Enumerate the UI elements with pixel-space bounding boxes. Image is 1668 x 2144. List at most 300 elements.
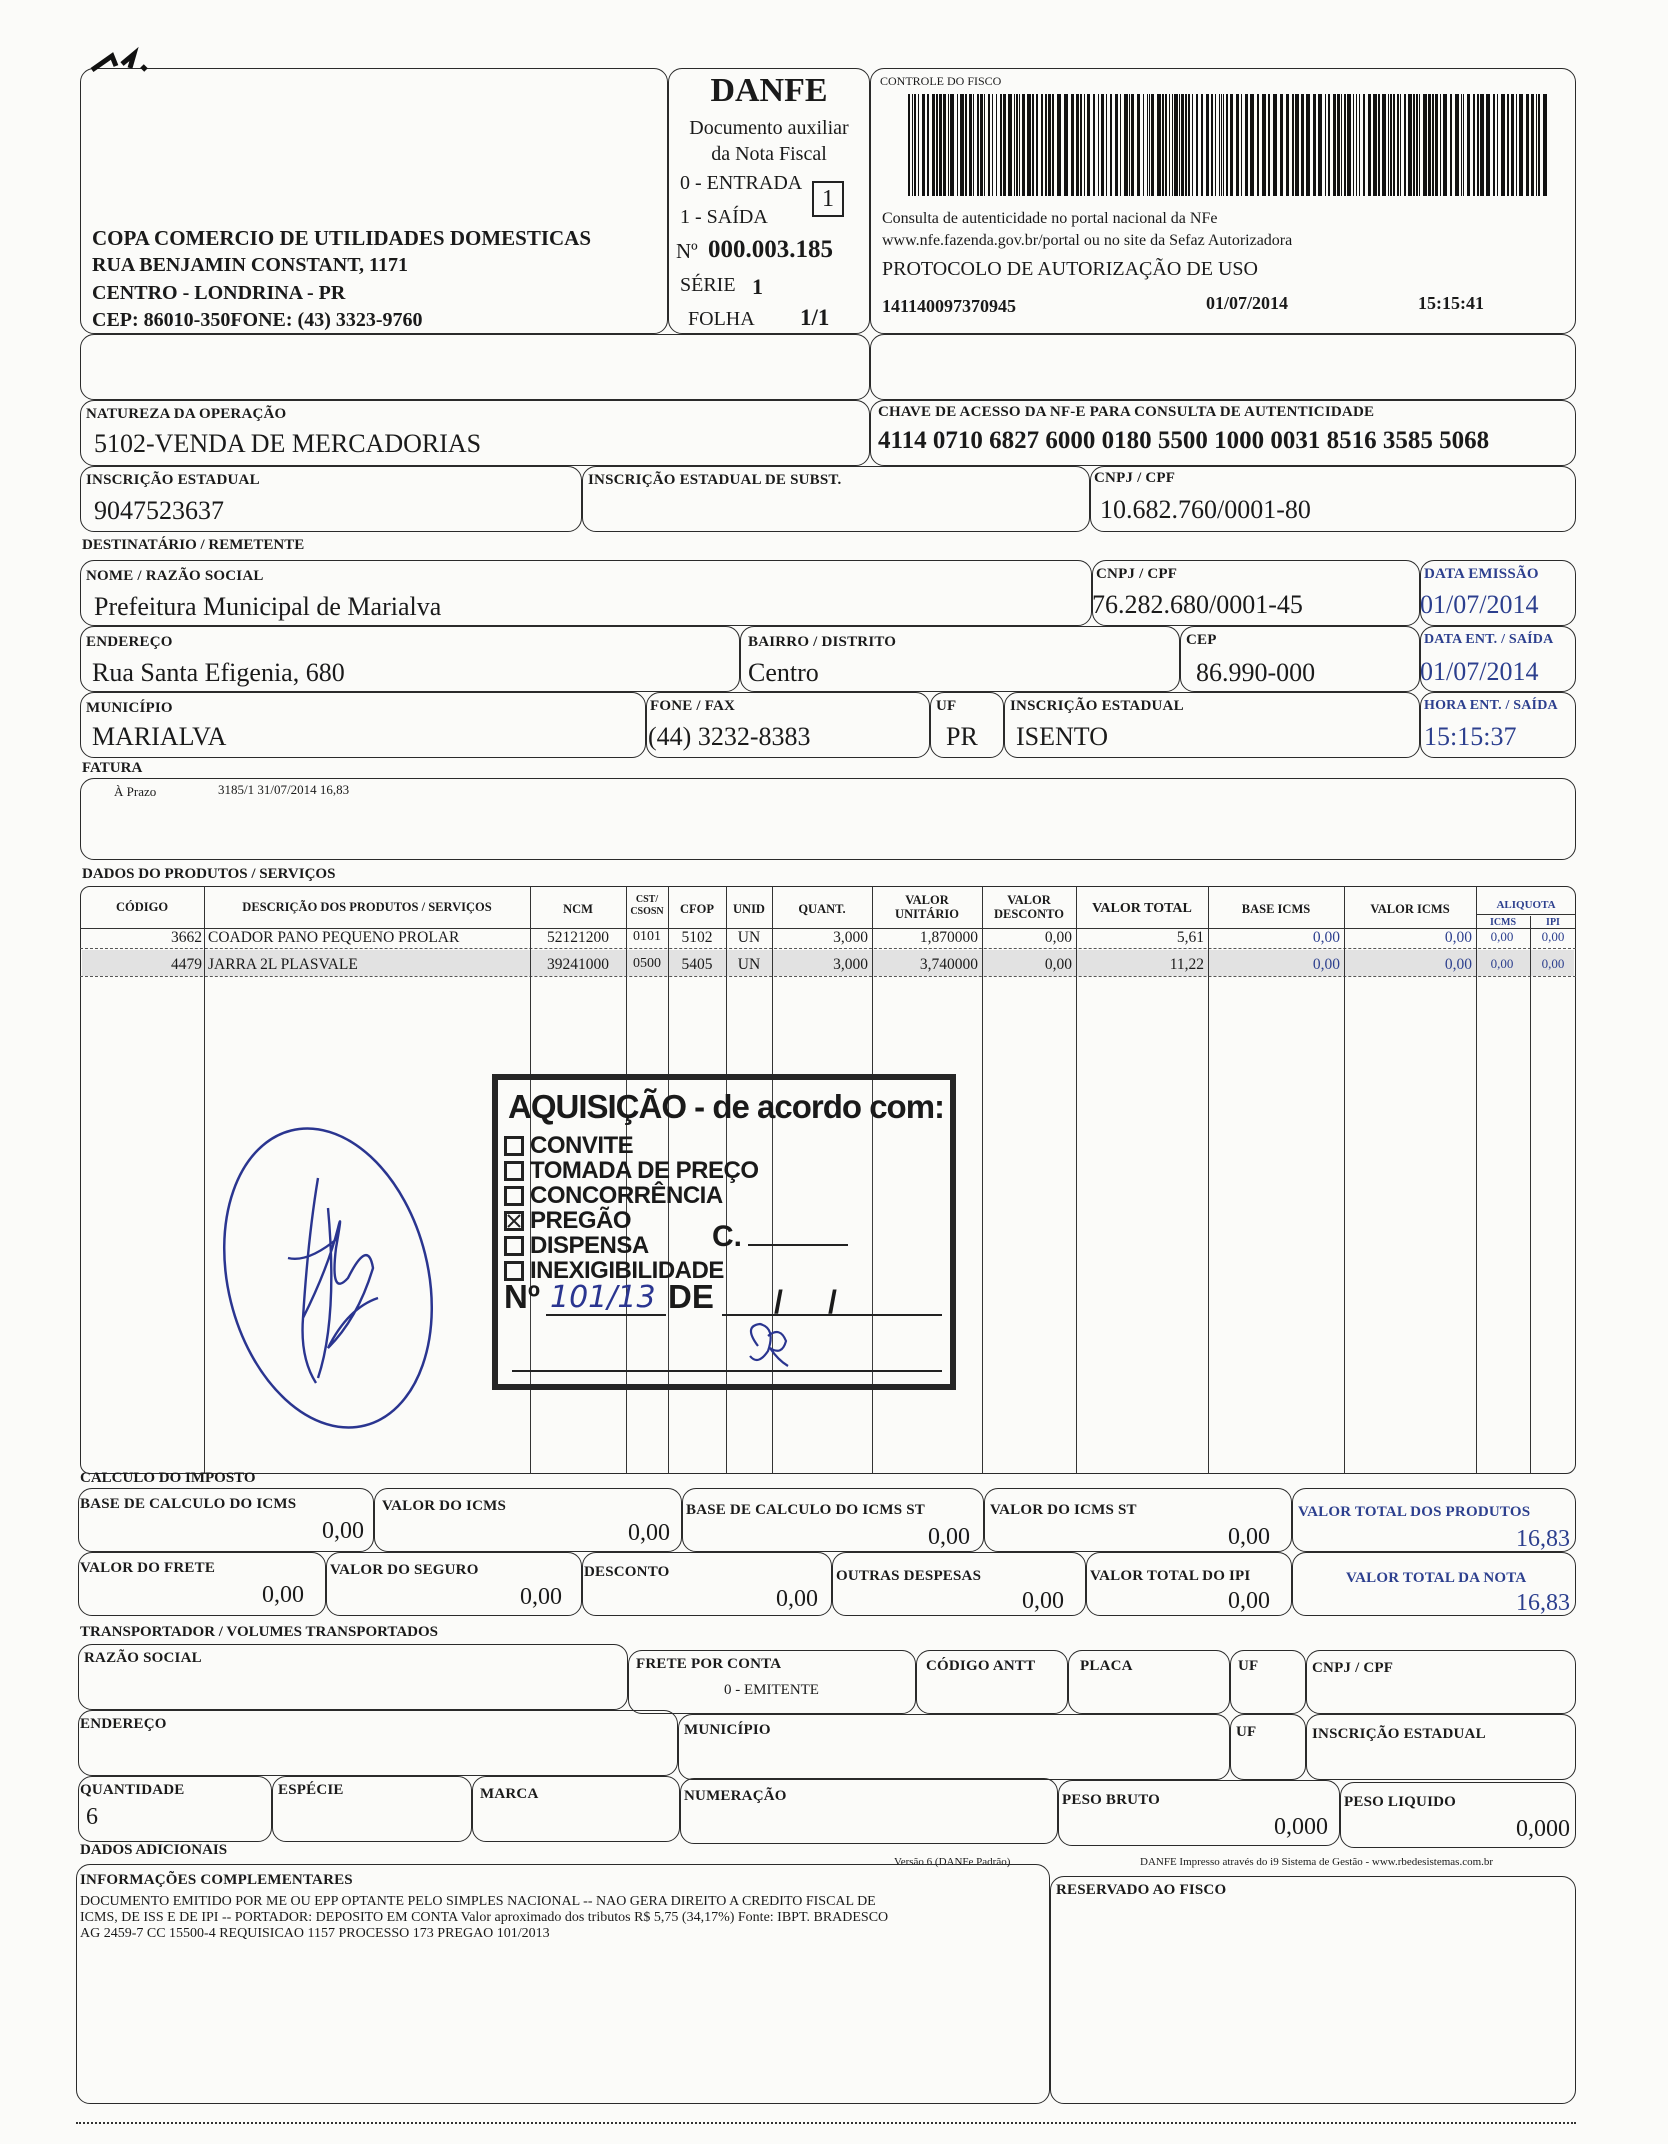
- transp-especie-label: ESPÉCIE: [278, 1782, 344, 1798]
- cell-vtotal: 5,61: [1176, 929, 1204, 946]
- desconto-label: DESCONTO: [584, 1564, 670, 1580]
- danfe-folha: 1/1: [800, 305, 830, 330]
- cell-bicms: 0,00: [1312, 956, 1340, 973]
- reservado-label: RESERVADO AO FISCO: [1056, 1882, 1227, 1898]
- barcode-bar: [984, 94, 985, 196]
- barcode-bar: [1292, 94, 1294, 196]
- chave-value: 4114 0710 6827 6000 0180 5500 1000 0031 8516 3585 5068: [878, 427, 1490, 454]
- barcode-bar: [1480, 94, 1484, 196]
- barcode-bar: [948, 94, 949, 196]
- barcode-bar: [1268, 94, 1270, 196]
- barcode-bar: [1236, 94, 1239, 196]
- aquisicao-stamp: [492, 1074, 956, 1390]
- barcode-bar: [1408, 94, 1412, 196]
- transp-endereco-label: ENDEREÇO: [80, 1716, 167, 1732]
- barcode-bar: [1419, 94, 1420, 196]
- dest-entsaida-value: 01/07/2014: [1420, 657, 1539, 686]
- info-label: INFORMAÇÕES COMPLEMENTARES: [80, 1872, 353, 1888]
- barcode-bar: [1286, 94, 1289, 196]
- barcode-bar: [1507, 94, 1509, 196]
- consulta-linha2: www.nfe.fazenda.gov.br/portal ou no site da Sefaz Autorizadora: [882, 232, 1293, 249]
- barcode-bar: [1463, 94, 1464, 196]
- frete-value: 0,00: [262, 1582, 304, 1608]
- dest-municipio-value: MARIALVA: [92, 722, 227, 751]
- transp-pbruto-value: 0,000: [1274, 1814, 1328, 1840]
- cell-codigo: 3662: [171, 929, 202, 946]
- info-line-1: DOCUMENTO EMITIDO POR ME OU EPP OPTANTE PELO SIMPLES NACIONAL -- NAO GERA DIREITO A CREDITO FISCAL DE: [80, 1894, 876, 1909]
- barcode-bar: [1347, 94, 1351, 196]
- dest-endereco-label: ENDEREÇO: [86, 634, 173, 650]
- danfe-tipo-box: 1: [812, 181, 844, 217]
- seguro-label: VALOR DO SEGURO: [330, 1562, 479, 1578]
- stamp-option-label: CONVITE: [530, 1132, 634, 1159]
- stamp-title: AQUISIÇÃO - de acordo com:: [508, 1088, 945, 1125]
- base-st-label: BASE DE CALCULO DO ICMS ST: [686, 1502, 925, 1518]
- dest-uf-label: UF: [936, 698, 957, 714]
- outras-label: OUTRAS DESPESAS: [836, 1568, 982, 1584]
- barcode-bar: [1356, 94, 1357, 196]
- barcode-bar: [1048, 94, 1051, 196]
- cell-ncm: 52121200: [547, 929, 609, 946]
- ie-value: 9047523637: [94, 496, 224, 525]
- barcode-bar: [1226, 94, 1228, 196]
- ipi-value: 0,00: [1228, 1588, 1270, 1614]
- barcode-bar: [1192, 94, 1193, 196]
- col-vdesc: VALOR DESCONTO: [994, 893, 1064, 921]
- barcode-bar: [1318, 94, 1322, 196]
- stamp-sign-line: [512, 1370, 942, 1372]
- barcode-bar: [1101, 94, 1104, 196]
- barcode-bar: [1084, 94, 1085, 196]
- barcode-bar: [1473, 94, 1475, 196]
- col-line: [1076, 886, 1077, 1474]
- barcode-bar: [1455, 94, 1459, 196]
- barcode-bar: [950, 94, 954, 196]
- barcode-bar: [1333, 94, 1336, 196]
- dest-fone-value: (44) 3232-8383: [648, 722, 811, 751]
- frete-label: VALOR DO FRETE: [80, 1560, 216, 1576]
- barcode-bar: [1404, 94, 1406, 196]
- barcode-bar: [980, 94, 983, 196]
- col-codigo: CÓDIGO: [115, 900, 169, 914]
- barcode-bar: [1461, 94, 1462, 196]
- barcode-bar: [1325, 94, 1326, 196]
- barcode-bar: [1341, 94, 1342, 196]
- col-descricao: DESCRIÇÃO DOS PRODUTOS / SERVIÇOS: [242, 900, 492, 914]
- col-line: [1344, 886, 1345, 1474]
- transp-antt-label: CÓDIGO ANTT: [926, 1658, 1036, 1674]
- barcode-bar: [1093, 94, 1095, 196]
- transp-uf-label: UF: [1238, 1658, 1259, 1674]
- dest-emissao-value: 01/07/2014: [1420, 590, 1539, 619]
- cnpj-emit-label: CNPJ / CPF: [1094, 470, 1176, 486]
- dest-ie-label: INSCRIÇÃO ESTADUAL: [1010, 698, 1184, 714]
- danfe-folha-label: FOLHA: [688, 308, 755, 330]
- barcode-bar: [1413, 94, 1415, 196]
- barcode-bar: [1032, 94, 1034, 196]
- barcode-bar: [1526, 94, 1529, 196]
- cell-vicms: 0,00: [1444, 929, 1472, 946]
- cell-codigo: 4479: [171, 956, 202, 973]
- barcode-bar: [1201, 94, 1203, 196]
- barcode-bar: [922, 94, 925, 196]
- destinatario-section: DESTINATÁRIO / REMETENTE: [82, 537, 305, 553]
- barcode-bar: [1519, 94, 1523, 196]
- barcode-bar: [1174, 94, 1178, 196]
- barcode-bar: [1543, 94, 1547, 196]
- barcode-bar: [1172, 94, 1173, 196]
- danfe-numero-label: Nº: [676, 239, 698, 263]
- cell-vunit: 1,870000: [919, 929, 978, 946]
- barcode-bar: [1016, 94, 1018, 196]
- barcode-bar: [1378, 94, 1380, 196]
- transp-pliq-label: PESO LIQUIDO: [1344, 1794, 1457, 1810]
- col-aliq-icms: ICMS: [1489, 917, 1517, 928]
- barcode-bar: [1014, 94, 1015, 196]
- total-prod-value: 16,83: [1516, 1526, 1570, 1552]
- barcode-bar: [1416, 94, 1418, 196]
- transp-municipio-label: MUNICÍPIO: [684, 1722, 771, 1738]
- dest-municipio-label: MUNICÍPIO: [86, 700, 173, 716]
- stamp-checkbox-0: [504, 1136, 524, 1156]
- barcode-bar: [996, 94, 997, 196]
- cell-vunit: 3,740000: [919, 956, 978, 973]
- cell-descricao: COADOR PANO PEQUENO PROLAR: [208, 929, 460, 946]
- cell-descricao: JARRA 2L PLASVALE: [208, 956, 358, 973]
- cell-vtotal: 11,22: [1169, 956, 1204, 973]
- barcode-bar: [1196, 94, 1198, 196]
- barcode-bar: [1368, 94, 1371, 196]
- col-cfop: CFOP: [679, 902, 715, 916]
- protocolo-hora: 15:15:41: [1418, 293, 1484, 313]
- stamp-numero: 101/13: [550, 1280, 656, 1315]
- transp-endereco-box: [78, 1710, 678, 1776]
- barcode-bar: [973, 94, 974, 196]
- col-aliq-ipi: IPI: [1546, 917, 1560, 928]
- dest-cnpj-value: 76.282.680/0001-45: [1092, 590, 1303, 619]
- barcode-bar: [1531, 94, 1534, 196]
- barcode-bar: [957, 94, 958, 196]
- protocolo-numero: 141140097370945: [882, 296, 1017, 316]
- barcode-bar: [1344, 94, 1346, 196]
- barcode-bar: [1003, 94, 1006, 196]
- valor-icms-value: 0,00: [628, 1520, 670, 1546]
- base-st-value: 0,00: [928, 1524, 970, 1550]
- barcode-bar: [1397, 94, 1399, 196]
- handwritten-signature: [208, 1118, 448, 1438]
- total-nota-label: VALOR TOTAL DA NOTA: [1346, 1570, 1527, 1586]
- barcode-bar: [914, 94, 916, 196]
- cell-quant: 3,000: [833, 929, 868, 946]
- barcode-bar: [1450, 94, 1452, 196]
- barcode-bar: [1328, 94, 1330, 196]
- barcode-bar: [1027, 94, 1031, 196]
- cell-cst: 0101: [633, 929, 661, 944]
- emitente-nome: COPA COMERCIO DE UTILIDADES DOMESTICAS: [92, 226, 592, 250]
- barcode-bar: [1045, 94, 1047, 196]
- produtos-section: DADOS DO PRODUTOS / SERVIÇOS: [82, 866, 336, 882]
- danfe-serie: 1: [752, 274, 763, 299]
- cell-vdesc: 0,00: [1044, 956, 1072, 973]
- barcode-bar: [1120, 94, 1121, 196]
- stamp-de-label: DE: [668, 1278, 714, 1315]
- barcode-bar: [1131, 94, 1134, 196]
- barcode-bar: [1110, 94, 1112, 196]
- barcode-bar: [992, 94, 993, 196]
- col-unid: UNID: [733, 902, 765, 916]
- barcode-bar: [1443, 94, 1447, 196]
- barcode-bar: [1071, 94, 1074, 196]
- barcode-bar: [1440, 94, 1441, 196]
- cell-aipi: 0,00: [1541, 956, 1565, 971]
- reservado-box: [1050, 1876, 1576, 2104]
- transp-ie-label: INSCRIÇÃO ESTADUAL: [1312, 1726, 1486, 1742]
- dest-endereco-value: Rua Santa Efigenia, 680: [92, 658, 345, 687]
- barcode-bar: [1143, 94, 1144, 196]
- barcode-bar: [1428, 94, 1431, 196]
- consulta-linha1: Consulta de autenticidade no portal nacional da NFe: [882, 210, 1218, 227]
- barcode-bar: [1273, 94, 1277, 196]
- col-line: [1208, 886, 1209, 1474]
- barcode-bar: [1162, 94, 1164, 196]
- barcode-bar: [1241, 94, 1242, 196]
- transp-qtd-value: 6: [86, 1804, 98, 1830]
- barcode-bar: [1087, 94, 1090, 196]
- danfe-entrada: 0 - ENTRADA: [680, 172, 803, 194]
- col-vunit: VALOR UNITÁRIO: [895, 893, 959, 921]
- col-aliquota: ALIQUOTA: [1496, 899, 1556, 911]
- barcode-bar: [1250, 94, 1254, 196]
- bottom-perforation: [76, 2122, 1576, 2124]
- dest-nome-label: NOME / RAZÃO SOCIAL: [86, 568, 264, 584]
- barcode-bar: [1188, 94, 1190, 196]
- barcode-bar: [1215, 94, 1216, 196]
- barcode-bar: [1262, 94, 1266, 196]
- barcode-bar: [1064, 94, 1068, 196]
- barcode-bar: [1185, 94, 1187, 196]
- barcode-bar: [1223, 94, 1224, 196]
- stamp-numero-prefix: Nº: [504, 1278, 540, 1315]
- barcode-bar: [1353, 94, 1354, 196]
- iest-label: INSCRIÇÃO ESTADUAL DE SUBST.: [588, 472, 842, 488]
- stamp-option-label: CONCORRÊNCIA: [530, 1182, 723, 1209]
- barcode-bar: [1057, 94, 1061, 196]
- barcode-bar: [908, 94, 910, 196]
- barcode-bar: [965, 94, 967, 196]
- barcode-bar: [936, 94, 938, 196]
- col-bicms: BASE ICMS: [1241, 902, 1311, 916]
- col-line: [982, 886, 983, 1474]
- danfe-sub1: Documento auxiliar: [689, 117, 849, 139]
- barcode-bar: [1501, 94, 1505, 196]
- barcode-bar: [1181, 94, 1184, 196]
- barcode-bar: [1295, 94, 1299, 196]
- barcode-bar: [932, 94, 935, 196]
- barcode-bar: [1432, 94, 1434, 196]
- danfe-saida: 1 - SAÍDA: [680, 206, 768, 228]
- seguro-value: 0,00: [520, 1584, 562, 1610]
- barcode: [908, 94, 1548, 196]
- barcode-bar: [1516, 94, 1517, 196]
- barcode-bar: [943, 94, 946, 196]
- barcode-bar: [1115, 94, 1118, 196]
- cell-aicms: 0,00: [1490, 956, 1514, 971]
- logo-marks: [82, 44, 212, 78]
- transp-marca-label: MARCA: [480, 1786, 539, 1802]
- fatura-section: FATURA: [82, 760, 143, 776]
- barcode-bar: [1373, 94, 1377, 196]
- barcode-bar: [1041, 94, 1043, 196]
- barcode-bar: [1536, 94, 1537, 196]
- barcode-bar: [988, 94, 990, 196]
- cell-ncm: 39241000: [547, 956, 609, 973]
- desconto-value: 0,00: [776, 1586, 818, 1612]
- barcode-bar: [1129, 94, 1130, 196]
- col-line: [1476, 886, 1477, 1474]
- barcode-bar: [912, 94, 913, 196]
- cell-aipi: 0,00: [1541, 929, 1565, 944]
- barcode-bar: [1137, 94, 1140, 196]
- barcode-bar: [1052, 94, 1054, 196]
- transp-pbruto-label: PESO BRUTO: [1062, 1792, 1160, 1808]
- dest-nome-value: Prefeitura Municipal de Marialva: [94, 592, 442, 621]
- dest-bairro-value: Centro: [748, 658, 819, 687]
- barcode-bar: [1211, 94, 1213, 196]
- barcode-bar: [1098, 94, 1099, 196]
- barcode-bar: [1435, 94, 1438, 196]
- emitente-cep-fone: CEP: 86010-350FONE: (43) 3323-9760: [92, 309, 423, 331]
- aliquota-divider: [1476, 914, 1576, 915]
- cell-quant: 3,000: [833, 956, 868, 973]
- barcode-bar: [1393, 94, 1395, 196]
- barcode-bar: [927, 94, 929, 196]
- barcode-bar: [1022, 94, 1025, 196]
- empty-box-left: [80, 334, 870, 400]
- barcode-bar: [1467, 94, 1470, 196]
- transp-frete-label: FRETE POR CONTA: [636, 1656, 782, 1672]
- emitente-endereco: RUA BENJAMIN CONSTANT, 1171: [92, 254, 408, 276]
- dest-fone-label: FONE / FAX: [650, 698, 736, 714]
- valor-icms-label: VALOR DO ICMS: [382, 1498, 507, 1514]
- protocolo-data: 01/07/2014: [1206, 293, 1289, 313]
- base-icms-value: 0,00: [322, 1518, 364, 1544]
- danfe-numero: 000.003.185: [708, 236, 833, 263]
- barcode-bar: [1169, 94, 1170, 196]
- chave-label: CHAVE DE ACESSO DA NF-E PARA CONSULTA DE AUTENTICIDADE: [878, 404, 1375, 420]
- dest-hora-value: 15:15:37: [1424, 722, 1517, 751]
- barcode-bar: [1149, 94, 1150, 196]
- barcode-bar: [1221, 94, 1222, 196]
- barcode-bar: [1511, 94, 1514, 196]
- barcode-bar: [1219, 94, 1220, 196]
- transp-uf2-label: UF: [1236, 1724, 1257, 1740]
- barcode-bar: [1313, 94, 1316, 196]
- stamp-checkbox-1: [504, 1161, 524, 1181]
- controle-fisco-label: CONTROLE DO FISCO: [880, 74, 1002, 88]
- col-vicms: VALOR ICMS: [1370, 902, 1450, 916]
- danfe-title: DANFE: [710, 72, 828, 109]
- barcode-bar: [1008, 94, 1012, 196]
- versao-text: Versão 6 (DANFe Padrão): [894, 1856, 1011, 1868]
- info-line-3: AG 2459-7 CC 15500-4 REQUISICAO 1157 PROCESSO 173 PREGAO 101/2013: [80, 1926, 550, 1941]
- cnpj-emit-value: 10.682.760/0001-80: [1100, 495, 1311, 524]
- barcode-bar: [1486, 94, 1490, 196]
- cell-vicms: 0,00: [1444, 956, 1472, 973]
- dest-cnpj-label: CNPJ / CPF: [1096, 566, 1178, 582]
- barcode-bar: [1000, 94, 1002, 196]
- barcode-bar: [1538, 94, 1540, 196]
- natureza-label: NATUREZA DA OPERAÇÃO: [86, 406, 287, 422]
- stamp-option-label: DISPENSA: [530, 1232, 649, 1259]
- stamp-initials: [738, 1316, 798, 1376]
- emitente-bairro: CENTRO - LONDRINA - PR: [92, 282, 346, 304]
- barcode-bar: [1206, 94, 1209, 196]
- barcode-bar: [1124, 94, 1128, 196]
- barcode-bar: [1157, 94, 1161, 196]
- transporte-section: TRANSPORTADOR / VOLUMES TRANSPORTADOS: [80, 1624, 439, 1640]
- col-quant: QUANT.: [798, 902, 846, 916]
- transp-pliq-value: 0,000: [1516, 1816, 1570, 1842]
- barcode-bar: [1337, 94, 1340, 196]
- barcode-bar: [1493, 94, 1495, 196]
- barcode-bar: [939, 94, 942, 196]
- transp-frete-value: 0 - EMITENTE: [724, 1682, 819, 1698]
- barcode-bar: [1036, 94, 1038, 196]
- valor-st-label: VALOR DO ICMS ST: [990, 1502, 1137, 1518]
- barcode-bar: [977, 94, 979, 196]
- adicionais-section: DADOS ADICIONAIS: [80, 1842, 228, 1858]
- cell-cst: 0500: [633, 956, 661, 971]
- barcode-bar: [1080, 94, 1082, 196]
- empty-box-right: [870, 334, 1576, 400]
- stamp-slash-1: /: [774, 1284, 783, 1320]
- barcode-bar: [1423, 94, 1427, 196]
- cell-unid: UN: [737, 956, 761, 973]
- barcode-bar: [1280, 94, 1283, 196]
- barcode-bar: [1301, 94, 1304, 196]
- fatura-detalhe: 3185/1 31/07/2014 16,83: [218, 782, 350, 797]
- total-nota-value: 16,83: [1516, 1590, 1570, 1616]
- barcode-bar: [1363, 94, 1365, 196]
- transp-razao-label: RAZÃO SOCIAL: [84, 1650, 202, 1666]
- stamp-checkbox-2: [504, 1186, 524, 1206]
- impresso-text: DANFE Impresso através do i9 Sistema de Gestão - www.rbedesistemas.com.br: [1140, 1856, 1494, 1868]
- cell-cfop: 5405: [681, 956, 713, 973]
- barcode-bar: [1477, 94, 1479, 196]
- col-ncm: NCM: [563, 902, 593, 916]
- stamp-c-line: [748, 1244, 848, 1246]
- barcode-bar: [969, 94, 972, 196]
- col-line: [1530, 916, 1531, 1474]
- stamp-checkbox-4: [504, 1236, 524, 1256]
- row-separator: [80, 948, 1576, 949]
- danfe-sub2: da Nota Fiscal: [711, 143, 827, 165]
- ipi-label: VALOR TOTAL DO IPI: [1090, 1568, 1251, 1584]
- cell-vdesc: 0,00: [1044, 929, 1072, 946]
- stamp-checkbox-3: [504, 1211, 524, 1231]
- barcode-bar: [1106, 94, 1107, 196]
- imposto-section: CALCULO DO IMPOSTO: [80, 1470, 256, 1486]
- barcode-bar: [1382, 94, 1386, 196]
- stamp-option-label: PREGÃO: [530, 1207, 632, 1234]
- stamp-option-label: TOMADA DE PREÇO: [530, 1157, 759, 1184]
- barcode-bar: [1245, 94, 1248, 196]
- dest-cep-label: CEP: [1186, 632, 1217, 648]
- col-line: [204, 886, 205, 1474]
- stamp-option-label: INEXIGIBILIDADE: [530, 1257, 724, 1284]
- cell-bicms: 0,00: [1312, 929, 1340, 946]
- barcode-bar: [1388, 94, 1389, 196]
